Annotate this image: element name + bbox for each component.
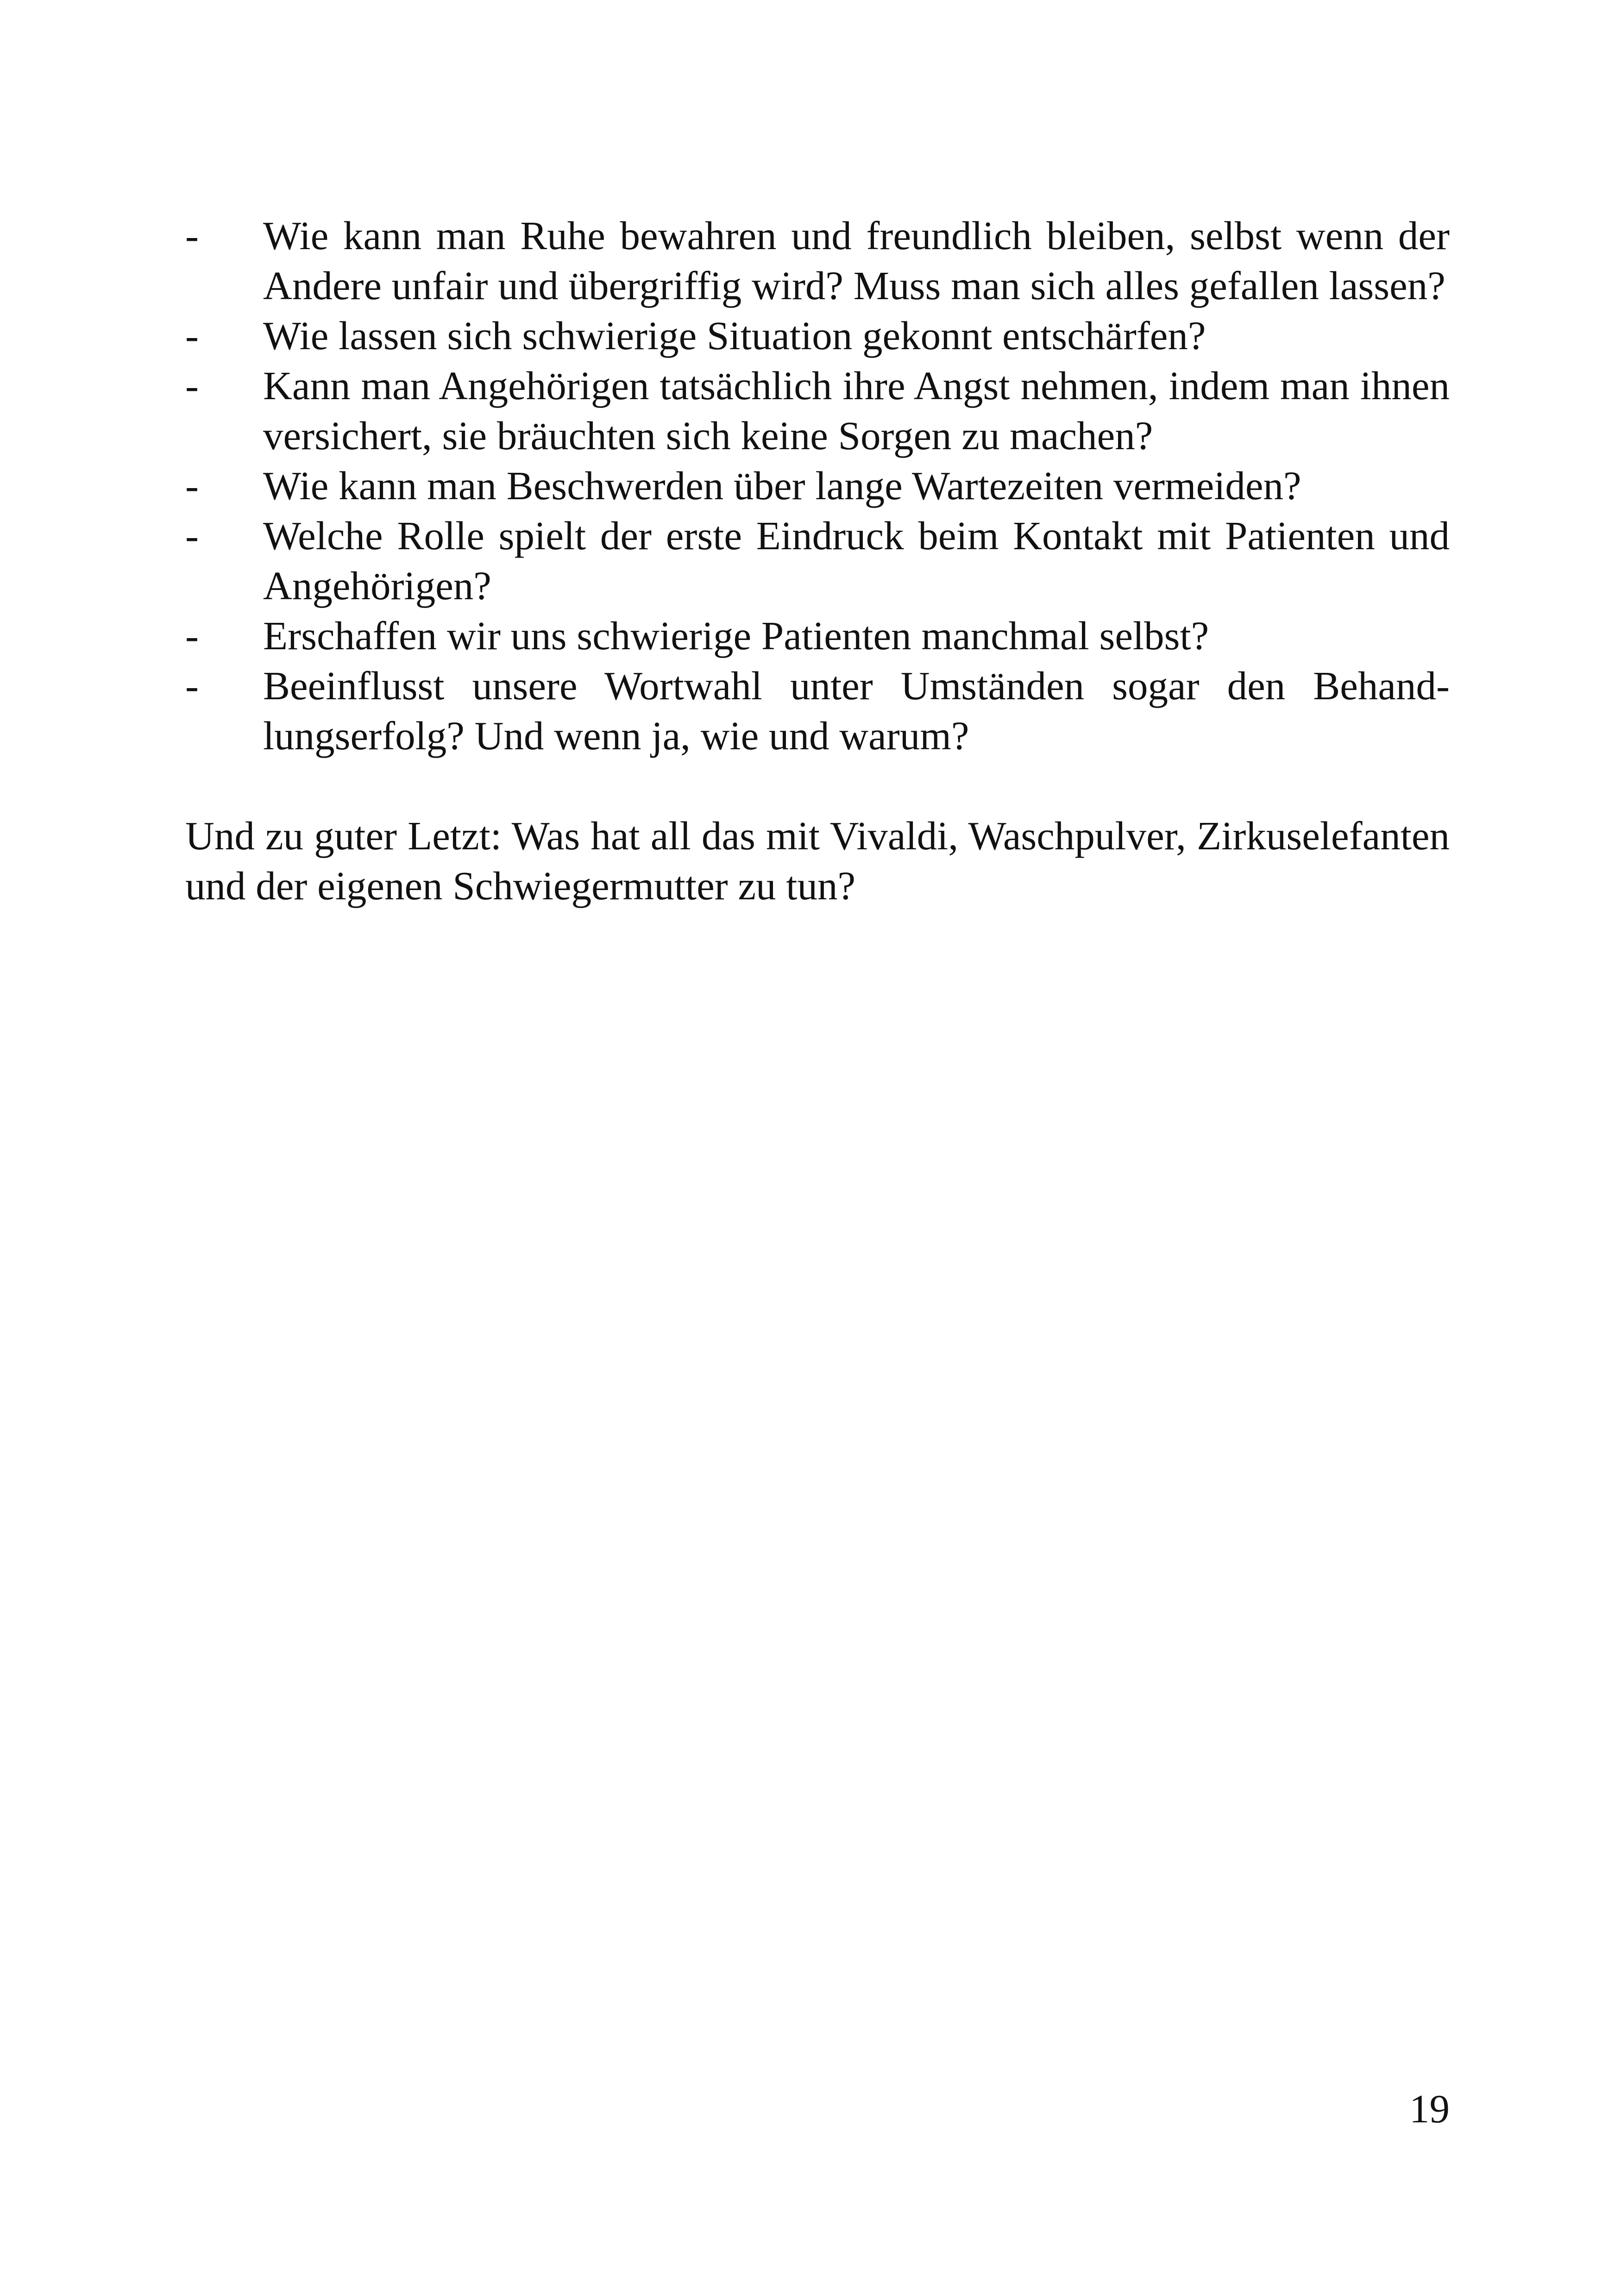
list-item-text: Erschaffen wir uns schwierige Patienten manchmal selbst?: [263, 613, 1209, 658]
list-dash: -: [185, 363, 199, 408]
list-item-text: Wie kann man Ruhe bewahren und freundlich bleiben, selbst wenn der Andere unfair und übergriffig wird? Muss man sich alles gefallen lassen?: [263, 213, 1450, 308]
list-dash: -: [185, 613, 199, 658]
list-item: [185, 661, 1450, 761]
list-dash: -: [185, 663, 199, 708]
question-list: [185, 211, 1450, 761]
list-item: [185, 511, 1450, 611]
list-item-text: Wie lassen sich schwierige Situation gekonnt entschärfen?: [263, 313, 1206, 358]
page-content: [185, 211, 1450, 911]
list-item: [185, 311, 1450, 361]
list-item-text: Beeinflusst unsere Wortwahl unter Umständen sogar den Behandlungserfolg? Und wenn ja, wie und warum?: [263, 663, 1450, 758]
list-dash: -: [185, 313, 199, 358]
list-item: [185, 461, 1450, 511]
list-item-text: Welche Rolle spielt der erste Eindruck beim Kontakt mit Patienten und Angehörigen?: [263, 513, 1450, 608]
page-number: 19: [1409, 2086, 1450, 2131]
list-dash: -: [185, 463, 199, 508]
list-item: [185, 611, 1450, 661]
closing-paragraph: Und zu guter Letzt: Was hat all das mit Vivaldi, Waschpulver, Zirkuselefanten und der eigenen Schwiegermutter zu tun?: [185, 813, 1450, 908]
list-item-text: Kann man Angehörigen tatsächlich ihre Angst nehmen, indem man ihnen versichert, sie bräuchten sich keine Sorgen zu machen?: [263, 363, 1450, 458]
list-item-text: Wie kann man Beschwerden über lange Wartezeiten vermeiden?: [263, 463, 1301, 508]
list-item: [185, 361, 1450, 461]
list-dash: -: [185, 513, 199, 558]
list-dash: -: [185, 213, 199, 258]
list-item: [185, 211, 1450, 311]
